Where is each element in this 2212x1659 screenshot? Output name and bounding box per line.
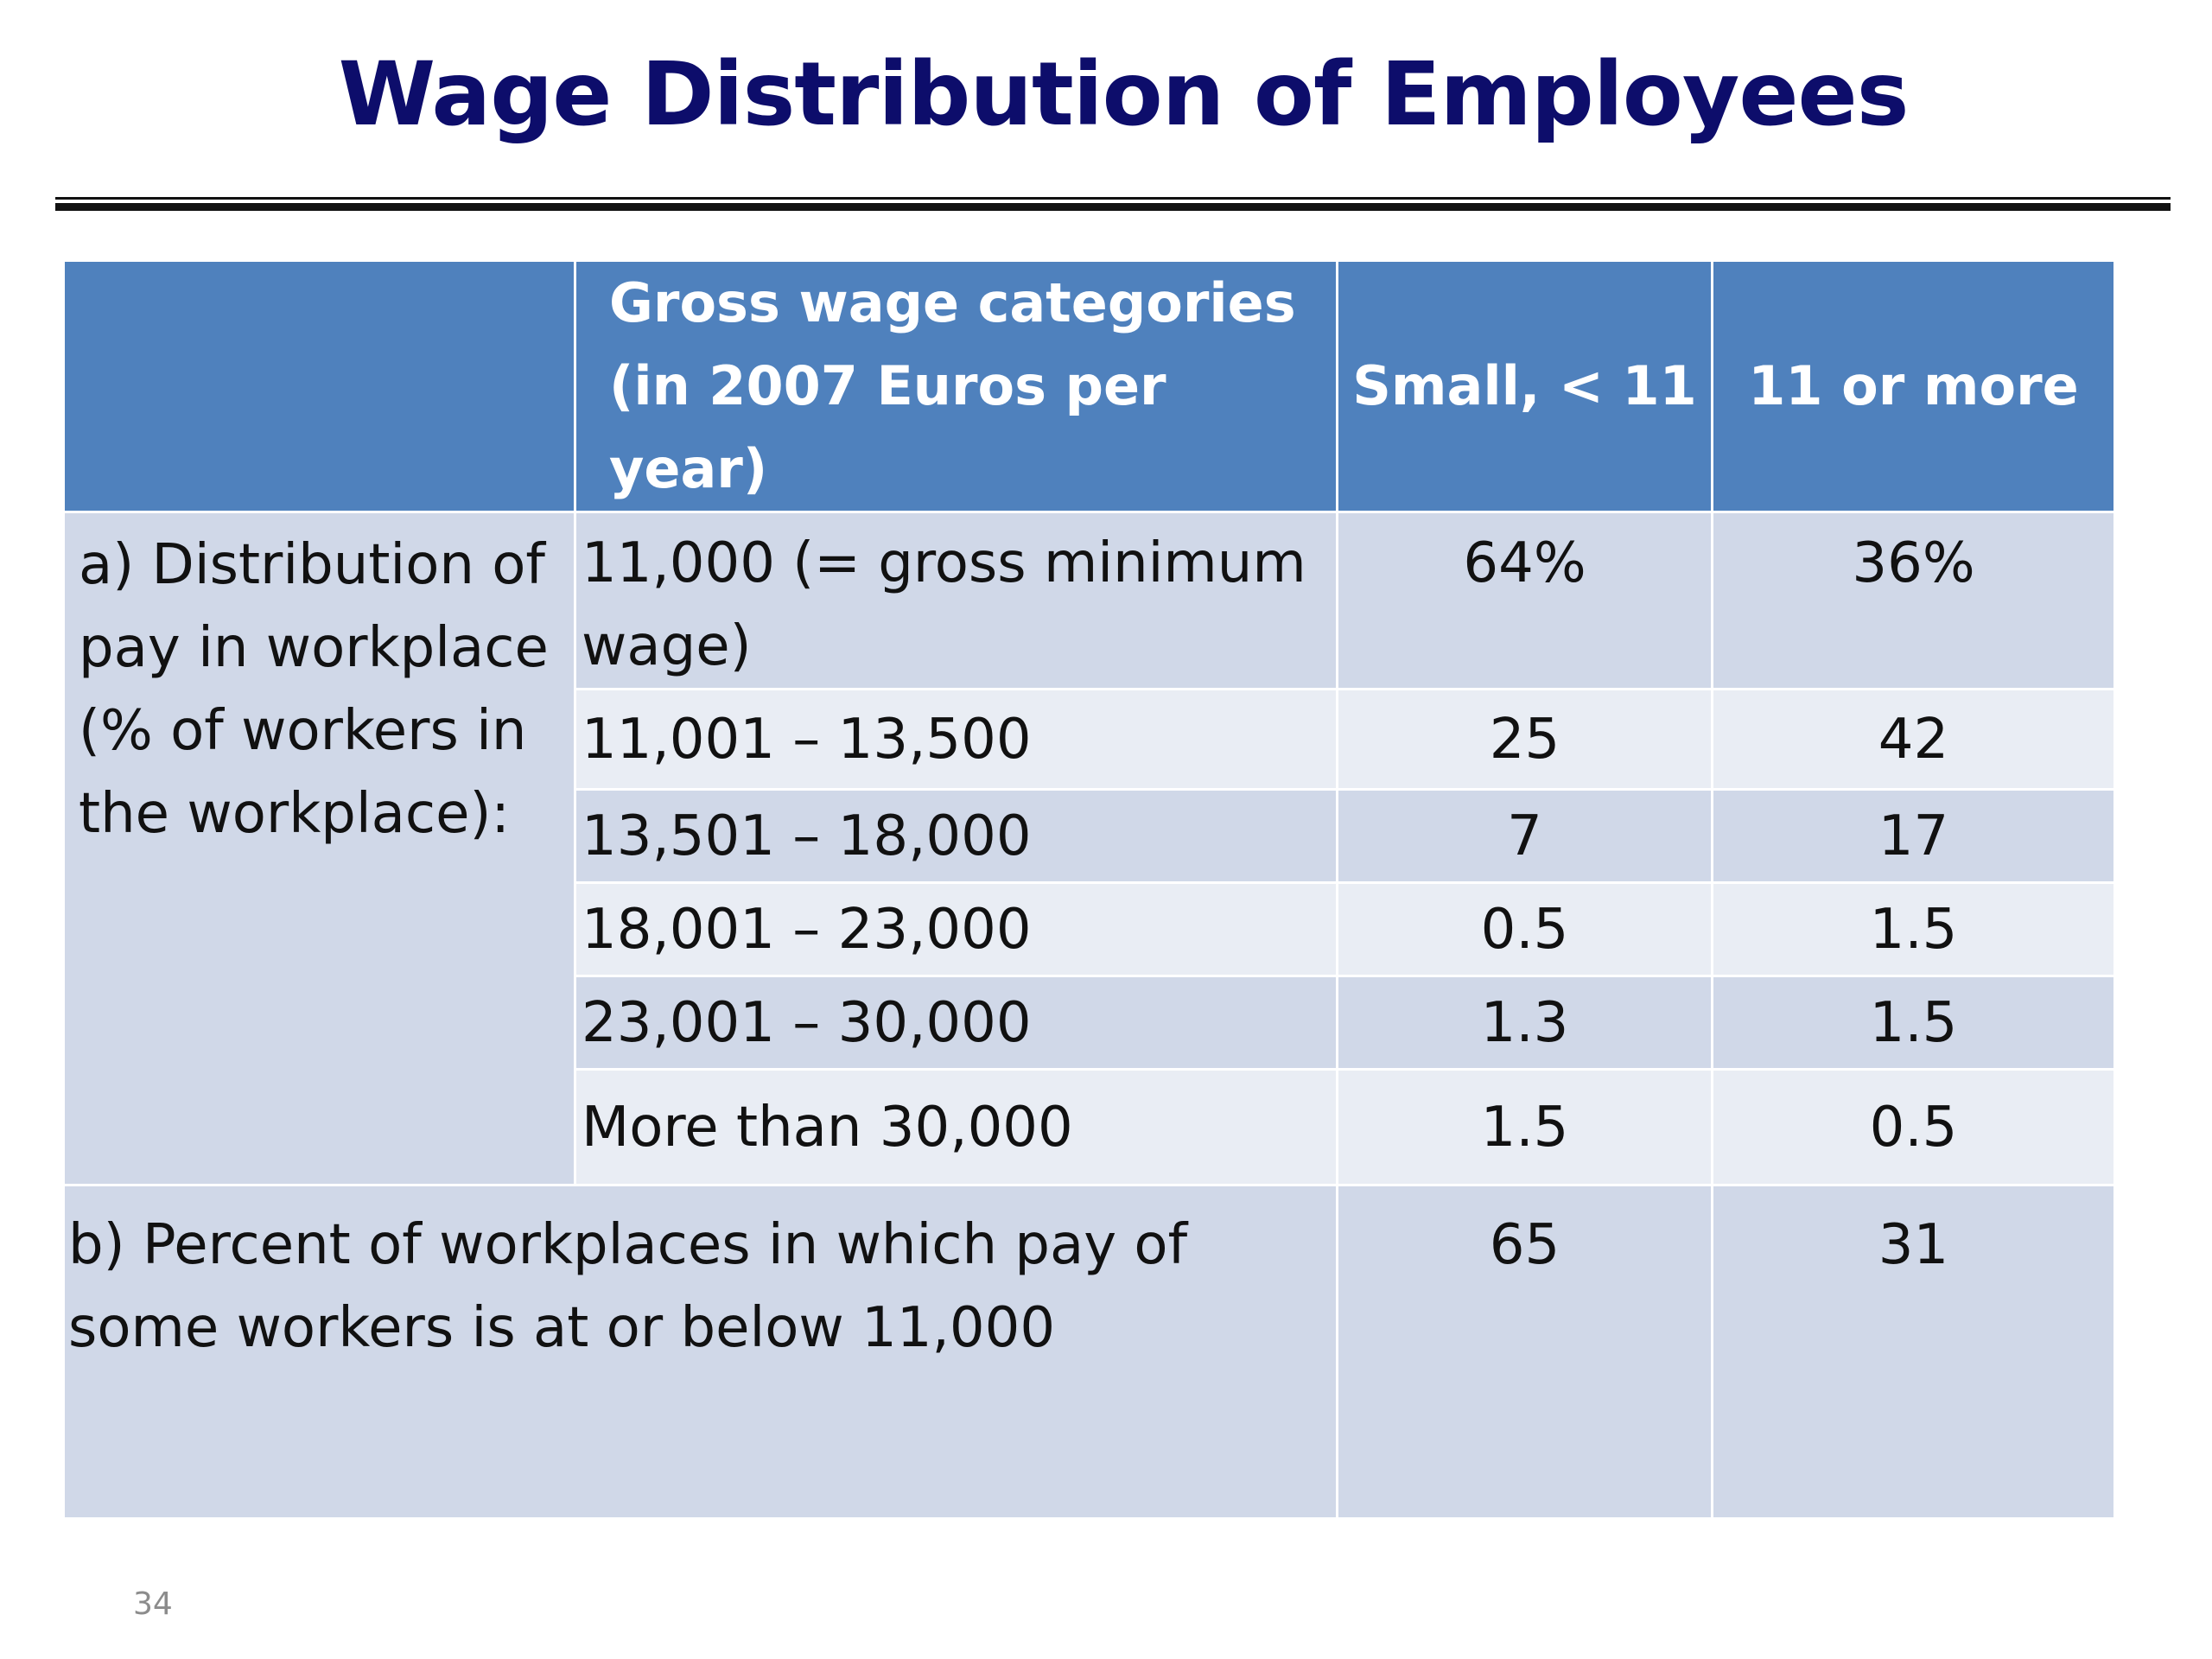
header-large-workplaces: 11 or more xyxy=(1713,261,2115,512)
header-small-workplaces: Small, < 11 xyxy=(1338,261,1713,512)
row-category: 13,501 – 18,000 xyxy=(575,790,1338,883)
table-header-row xyxy=(64,261,2115,512)
row-large-value: 1.5 xyxy=(1713,883,2115,976)
title-divider-thick xyxy=(55,203,2171,211)
row-small-value: 64% xyxy=(1338,512,1713,690)
row-large-value: 1.5 xyxy=(1713,976,2115,1070)
row-small-value: 0.5 xyxy=(1338,883,1713,976)
row-small-value: 1.3 xyxy=(1338,976,1713,1070)
section-a-label: a) Distribution of pay in workplace (% of workers in the workplace): xyxy=(64,512,575,1185)
row-large-value: 42 xyxy=(1713,690,2115,790)
row-category: 11,001 – 13,500 xyxy=(575,690,1338,790)
section-b-label: b) Percent of workplaces in which pay of some workers is at or below 11,000 xyxy=(64,1185,1338,1519)
wage-table-container xyxy=(62,259,2116,1520)
table-row xyxy=(64,512,2115,690)
title-divider-thin xyxy=(55,197,2171,200)
row-small-value: 25 xyxy=(1338,690,1713,790)
section-b-row xyxy=(64,1185,2115,1519)
row-large-value: 17 xyxy=(1713,790,2115,883)
row-large-value: 0.5 xyxy=(1713,1070,2115,1185)
row-category: 11,000 (= gross minimum wage) xyxy=(575,512,1338,690)
header-blank-cell xyxy=(64,261,575,512)
section-b-small-value: 65 xyxy=(1338,1185,1713,1519)
row-small-value: 7 xyxy=(1338,790,1713,883)
header-gross-wage-categories: Gross wage categories (in 2007 Euros per year) xyxy=(575,261,1338,512)
section-b-large-value: 31 xyxy=(1713,1185,2115,1519)
wage-distribution-table xyxy=(62,259,2116,1520)
row-category: More than 30,000 xyxy=(575,1070,1338,1185)
row-category: 23,001 – 30,000 xyxy=(575,976,1338,1070)
row-category: 18,001 – 23,000 xyxy=(575,883,1338,976)
slide-title: Wage Distribution of Employees xyxy=(338,43,1909,146)
row-small-value: 1.5 xyxy=(1338,1070,1713,1185)
row-large-value: 36% xyxy=(1713,512,2115,690)
page-number: 34 xyxy=(133,1586,173,1622)
